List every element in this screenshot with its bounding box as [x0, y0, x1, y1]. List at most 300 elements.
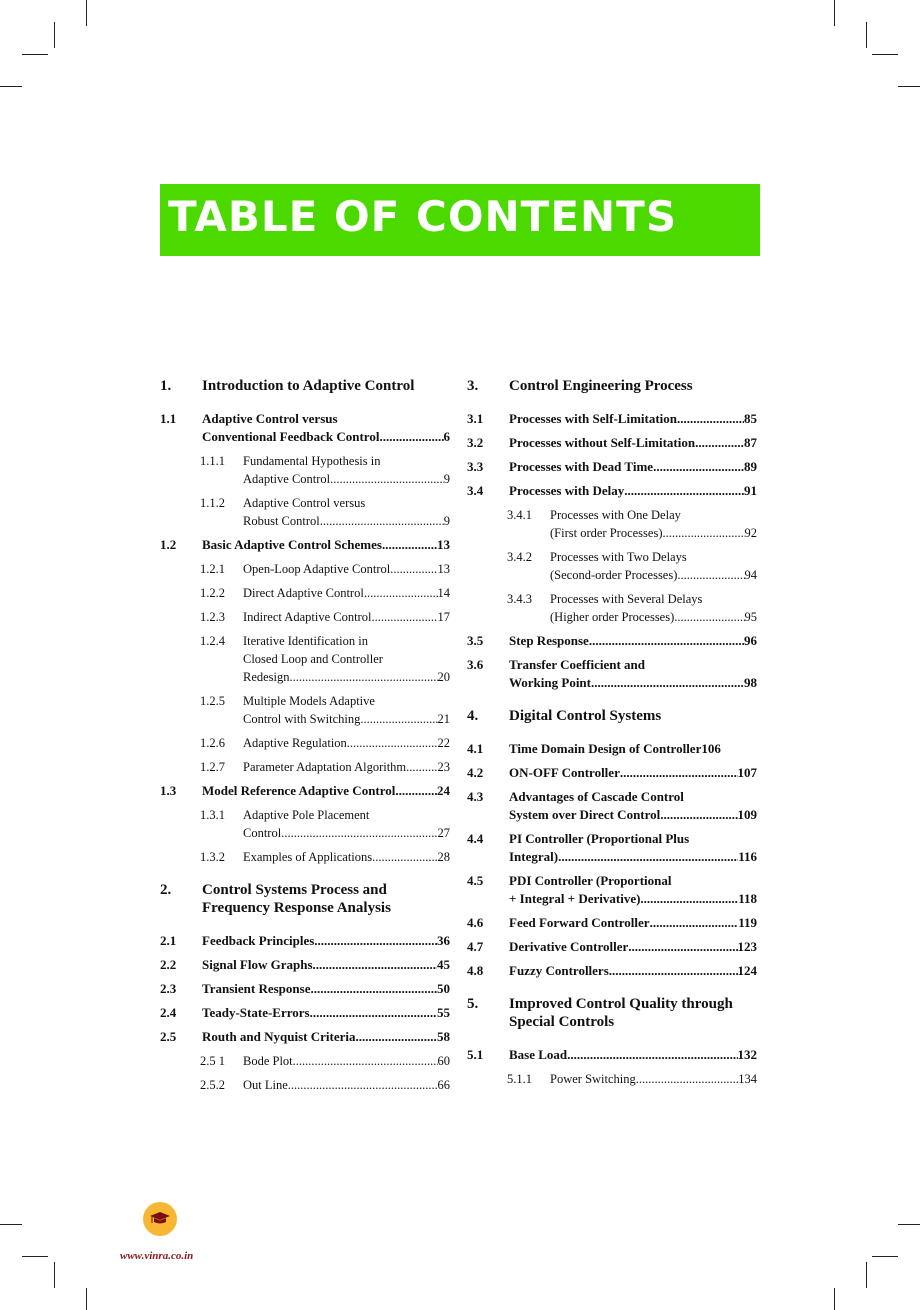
dot-leader — [382, 536, 437, 554]
entry-title-last-line — [509, 458, 757, 476]
entry-title-line: Conventional Feedback Control — [202, 429, 380, 444]
entry-title-line: Multiple Models Adaptive — [243, 694, 375, 708]
dot-leader — [310, 980, 437, 998]
dot-leader — [360, 710, 437, 728]
website-link[interactable]: www.vinra.co.in — [120, 1250, 194, 1262]
entry-title-line: (Higher order Processes) — [550, 610, 675, 624]
page-number: 89 — [744, 459, 757, 474]
toc-section-entry[interactable] — [467, 830, 757, 866]
page-number: 60 — [437, 1054, 450, 1068]
toc-section-entry[interactable] — [160, 980, 450, 998]
entry-title — [202, 980, 450, 998]
entry-title-last-line — [509, 764, 757, 782]
page-number: 27 — [437, 826, 450, 840]
toc-subsection-entry[interactable] — [467, 506, 757, 542]
chapter-number: 2. — [160, 882, 172, 898]
entry-number: 1.2 — [160, 537, 177, 552]
chapter-title-line: Control Engineering Process — [509, 378, 693, 394]
dot-leader — [567, 1046, 737, 1064]
toc-section-entry[interactable] — [160, 782, 450, 800]
dot-leader — [379, 428, 443, 446]
dot-leader — [320, 512, 444, 530]
dot-leader — [364, 584, 438, 602]
toc-subsection-entry[interactable] — [467, 1070, 757, 1088]
toc-subsection-entry[interactable] — [467, 590, 757, 626]
dot-leader — [650, 914, 739, 932]
entry-number: 2.4 — [160, 1005, 177, 1020]
dot-leader — [589, 632, 744, 650]
page-number: 116 — [738, 849, 757, 864]
entry-title-line: Out Line — [243, 1078, 288, 1092]
entry-title — [243, 758, 450, 776]
toc-section-entry[interactable] — [160, 932, 450, 950]
entry-title-line: Adaptive Regulation — [243, 736, 347, 750]
entry-title-last-line — [243, 584, 450, 602]
page-number: 132 — [737, 1047, 757, 1062]
entry-title-last-line — [509, 632, 757, 650]
entry-title — [243, 608, 450, 626]
page-number: 21 — [437, 712, 450, 726]
entry-title-last-line — [243, 1076, 450, 1094]
dot-leader — [640, 890, 738, 908]
entry-title-last-line — [243, 824, 450, 842]
toc-subsection-entry[interactable] — [160, 1052, 450, 1070]
entry-title-line: Advantages of Cascade Control — [509, 789, 684, 804]
dot-leader — [653, 458, 744, 476]
page-title: TABLE OF CONTENTS — [168, 192, 678, 241]
entry-number: 3.2 — [467, 435, 484, 450]
entry-title — [202, 932, 450, 950]
entry-title-line: Processes with Several Delays — [550, 592, 703, 606]
toc-section-entry[interactable] — [467, 482, 757, 500]
entry-title-line: Processes with Self-Limitation — [509, 411, 678, 426]
entry-title-last-line — [202, 956, 450, 974]
toc-section-entry[interactable] — [467, 632, 757, 650]
chapter-number: 4. — [467, 708, 479, 724]
entry-title — [202, 782, 450, 800]
page-number: 98 — [744, 675, 757, 690]
entry-number: 3.3 — [467, 459, 484, 474]
entry-title-last-line — [243, 560, 450, 578]
dot-leader — [288, 1076, 438, 1094]
page-number: 95 — [744, 610, 757, 624]
entry-title — [243, 692, 450, 728]
entry-title-line: Derivative Controller — [509, 939, 629, 954]
entry-title-line: Adaptive Pole Placement — [243, 808, 370, 822]
page-number: 20 — [437, 670, 450, 684]
dot-leader — [347, 734, 438, 752]
entry-title-line: Bode Plot — [243, 1054, 293, 1068]
entry-number: 1.1.2 — [200, 496, 225, 510]
toc-section-entry[interactable] — [160, 956, 450, 974]
toc-section-entry[interactable] — [467, 458, 757, 476]
entry-title-last-line — [202, 536, 450, 554]
entry-title-last-line — [243, 710, 450, 728]
entry-title-line: + Integral + Derivative) — [509, 891, 641, 906]
entry-number: 3.4.2 — [507, 550, 532, 564]
toc-subsection-entry[interactable] — [160, 848, 450, 866]
entry-title-line: Base Load — [509, 1047, 568, 1062]
entry-title-line: Control with Switching — [243, 712, 361, 726]
entry-title-last-line — [243, 668, 450, 686]
entry-number: 1.2.7 — [200, 760, 225, 774]
chapter-title-line: Improved Control Quality through — [509, 996, 733, 1012]
entry-title-line: Iterative Identification in — [243, 634, 368, 648]
entry-title-line: Control — [243, 826, 282, 840]
toc-section-entry[interactable] — [467, 740, 757, 758]
dot-leader — [395, 782, 437, 800]
entry-number: 3.6 — [467, 657, 484, 672]
page-number: 45 — [437, 957, 450, 972]
entry-title — [202, 536, 450, 554]
entry-number: 4.1 — [467, 741, 484, 756]
page-number: 118 — [738, 891, 757, 906]
page-number: 13 — [437, 562, 450, 576]
entry-number: 1.3.1 — [200, 808, 225, 822]
entry-number: 1.3.2 — [200, 850, 225, 864]
page-number: 14 — [437, 586, 450, 600]
page-number: 9 — [443, 514, 450, 528]
entry-title-line: Time Domain Design of Controller — [509, 741, 702, 756]
entry-title-last-line — [243, 1052, 450, 1070]
entry-number: 5.1 — [467, 1047, 484, 1062]
entry-title-line: Signal Flow Graphs — [202, 957, 313, 972]
entry-title-last-line — [243, 608, 450, 626]
entry-title-line: Processes with Two Delays — [550, 550, 687, 564]
entry-title — [550, 1070, 757, 1088]
chapter-title — [509, 377, 757, 395]
dot-leader — [313, 956, 437, 974]
entry-number: 4.8 — [467, 963, 484, 978]
entry-title — [509, 740, 757, 758]
toc-section-entry[interactable] — [467, 1046, 757, 1064]
entry-title-last-line — [550, 1070, 757, 1088]
toc-subsection-entry[interactable] — [160, 560, 450, 578]
page-number: 96 — [744, 633, 757, 648]
entry-title-last-line — [243, 512, 450, 530]
toc-subsection-entry[interactable] — [160, 806, 450, 842]
page-number: 106 — [701, 741, 721, 756]
dot-leader — [406, 758, 437, 776]
dot-leader — [290, 668, 438, 686]
chapter-title-line: Frequency Response Analysis — [202, 900, 391, 916]
entry-title-last-line — [202, 980, 450, 998]
page-number: 58 — [437, 1029, 450, 1044]
dot-leader — [310, 1004, 437, 1022]
entry-title-last-line — [243, 734, 450, 752]
entry-number: 3.4.3 — [507, 592, 532, 606]
entry-title-last-line — [509, 740, 757, 758]
publisher-logo — [143, 1202, 177, 1236]
entry-number: 1.3 — [160, 783, 177, 798]
entry-title-last-line — [550, 524, 757, 542]
entry-title — [243, 632, 450, 686]
page-number: 94 — [744, 568, 757, 582]
entry-title — [202, 410, 450, 446]
dot-leader — [695, 434, 744, 452]
entry-title — [243, 560, 450, 578]
chapter-title — [509, 707, 757, 725]
entry-title-line: Processes with Delay — [509, 483, 625, 498]
chapter-title — [202, 881, 450, 917]
toc-section-entry[interactable] — [467, 938, 757, 956]
entry-title — [550, 590, 757, 626]
entry-number: 2.5 — [160, 1029, 177, 1044]
chapter-title — [202, 377, 450, 395]
entry-title-line: Direct Adaptive Control — [243, 586, 364, 600]
chapter-heading — [467, 707, 757, 725]
entry-title-line: Open-Loop Adaptive Control — [243, 562, 391, 576]
entry-title — [509, 788, 757, 824]
entry-title-line: Model Reference Adaptive Control — [202, 783, 396, 798]
dot-leader — [591, 674, 744, 692]
page-number: 109 — [737, 807, 757, 822]
entry-title-line: Fuzzy Controllers — [509, 963, 609, 978]
dot-leader — [372, 848, 437, 866]
chapter-title-line: Special Controls — [509, 1014, 615, 1030]
dot-leader — [677, 566, 744, 584]
dot-leader — [371, 608, 437, 626]
entry-number: 4.3 — [467, 789, 484, 804]
toc-subsection-entry[interactable] — [160, 452, 450, 488]
entry-title-line: Processes with One Delay — [550, 508, 681, 522]
page-number: 24 — [437, 783, 450, 798]
dot-leader — [636, 1070, 738, 1088]
title-banner — [160, 184, 760, 256]
entry-number: 2.2 — [160, 957, 177, 972]
entry-title — [243, 734, 450, 752]
page-number: 13 — [437, 537, 450, 552]
dot-leader — [609, 962, 738, 980]
dot-leader — [628, 938, 737, 956]
entry-number: 3.4.1 — [507, 508, 532, 522]
entry-number: 1.2.1 — [200, 562, 225, 576]
entry-number: 3.4 — [467, 483, 484, 498]
dot-leader — [624, 482, 744, 500]
entry-title-last-line — [202, 782, 450, 800]
entry-title-last-line — [509, 848, 757, 866]
entry-title-last-line — [509, 482, 757, 500]
entry-title-line: Integral) — [509, 849, 559, 864]
page-number: 85 — [744, 411, 757, 426]
entry-number: 2.1 — [160, 933, 177, 948]
dot-leader — [662, 524, 744, 542]
dot-leader — [674, 608, 744, 626]
entry-title — [509, 764, 757, 782]
entry-number: 5.1.1 — [507, 1072, 532, 1086]
toc-subsection-entry[interactable] — [160, 758, 450, 776]
entry-title — [509, 872, 757, 908]
entry-title-last-line — [243, 848, 450, 866]
dot-leader — [314, 932, 437, 950]
entry-title-line: Closed Loop and Controller — [243, 652, 383, 666]
entry-title-line: Parameter Adaptation Algorithm — [243, 760, 407, 774]
entry-title — [243, 1076, 450, 1094]
entry-title-line: Examples of Applications — [243, 850, 373, 864]
entry-title-line: Basic Adaptive Control Schemes — [202, 537, 382, 552]
chapter-title-line: Introduction to Adaptive Control — [202, 378, 415, 394]
entry-number: 1.2.3 — [200, 610, 225, 624]
entry-number: 1.2.2 — [200, 586, 225, 600]
chapter-title-line: Digital Control Systems — [509, 708, 662, 724]
entry-title-line: Robust Control — [243, 514, 320, 528]
entry-number: 2.5.2 — [200, 1078, 225, 1092]
toc-subsection-entry[interactable] — [160, 494, 450, 530]
toc-section-entry[interactable] — [467, 914, 757, 932]
chapter-heading — [467, 995, 757, 1031]
entry-title — [550, 548, 757, 584]
entry-number: 1.2.6 — [200, 736, 225, 750]
toc-section-entry[interactable] — [467, 872, 757, 908]
entry-title — [509, 1046, 757, 1064]
page-number: 9 — [443, 472, 450, 486]
dot-leader — [293, 1052, 438, 1070]
entry-title-line: Adaptive Control versus — [202, 411, 338, 426]
toc-subsection-entry[interactable] — [160, 734, 450, 752]
entry-title-last-line — [202, 1028, 450, 1046]
entry-number: 1.1 — [160, 411, 177, 426]
dot-leader — [677, 410, 744, 428]
page-number: 28 — [437, 850, 450, 864]
toc-subsection-entry[interactable] — [160, 608, 450, 626]
entry-title-last-line — [509, 962, 757, 980]
page-number: 66 — [437, 1078, 450, 1092]
page-number: 87 — [744, 435, 757, 450]
entry-title — [550, 506, 757, 542]
toc-section-entry[interactable] — [160, 1004, 450, 1022]
entry-title — [509, 962, 757, 980]
entry-number: 2.3 — [160, 981, 177, 996]
entry-title — [509, 482, 757, 500]
page-number: 55 — [437, 1005, 450, 1020]
entry-number: 4.4 — [467, 831, 484, 846]
dot-leader — [356, 1028, 438, 1046]
entry-title — [509, 458, 757, 476]
entry-number: 2.5 1 — [200, 1054, 225, 1068]
entry-title-last-line — [509, 938, 757, 956]
page-number: 50 — [437, 981, 450, 996]
entry-title-line: Adaptive Control — [243, 472, 331, 486]
entry-title-line: Transient Response — [202, 981, 311, 996]
entry-title-line: Adaptive Control versus — [243, 496, 366, 510]
entry-title-last-line — [509, 410, 757, 428]
chapter-heading — [160, 881, 450, 917]
dot-leader — [281, 824, 437, 842]
entry-title-line: ON-OFF Controller — [509, 765, 620, 780]
toc-subsection-entry[interactable] — [160, 692, 450, 728]
entry-title — [243, 1052, 450, 1070]
toc-subsection-entry[interactable] — [160, 1076, 450, 1094]
entry-title-last-line — [202, 1004, 450, 1022]
entry-number: 4.7 — [467, 939, 484, 954]
chapter-number: 1. — [160, 378, 172, 394]
toc-section-entry[interactable] — [467, 764, 757, 782]
entry-title-line: System over Direct Control — [509, 807, 661, 822]
entry-title — [243, 584, 450, 602]
toc-subsection-entry[interactable] — [467, 548, 757, 584]
entry-title-last-line — [509, 1046, 757, 1064]
entry-number: 1.2.5 — [200, 694, 225, 708]
entry-title — [509, 434, 757, 452]
entry-title-last-line — [550, 608, 757, 626]
page-number: 36 — [437, 933, 450, 948]
entry-title — [202, 1004, 450, 1022]
toc-section-entry[interactable] — [160, 536, 450, 554]
entry-title-line: Processes without Self-Limitation — [509, 435, 696, 450]
entry-title — [243, 806, 450, 842]
entry-number: 4.2 — [467, 765, 484, 780]
toc-section-entry[interactable] — [467, 788, 757, 824]
entry-title-line: Processes with Dead Time — [509, 459, 654, 474]
entry-number: 4.6 — [467, 915, 484, 930]
graduation-cap-icon — [149, 1210, 171, 1228]
entry-title — [202, 956, 450, 974]
entry-number: 3.5 — [467, 633, 484, 648]
page-number: 119 — [738, 915, 757, 930]
page-number: 6 — [443, 429, 450, 444]
page-number: 123 — [737, 939, 757, 954]
entry-title-last-line — [243, 470, 450, 488]
entry-title-last-line — [509, 674, 757, 692]
toc-subsection-entry[interactable] — [160, 584, 450, 602]
entry-title-line: Redesign — [243, 670, 290, 684]
toc-section-entry[interactable] — [160, 410, 450, 446]
entry-title-line: Feed Forward Controller — [509, 915, 650, 930]
entry-title — [243, 452, 450, 488]
entry-title-last-line — [202, 428, 450, 446]
toc-column-left — [160, 377, 450, 1100]
page-number: 17 — [437, 610, 450, 624]
toc-column-right — [467, 377, 757, 1094]
entry-title — [243, 848, 450, 866]
toc-section-entry[interactable] — [160, 1028, 450, 1046]
entry-title-last-line — [550, 566, 757, 584]
dot-leader — [660, 806, 737, 824]
entry-title-line: Teady-State-Errors — [202, 1005, 310, 1020]
entry-title-line: Fundamental Hypothesis in — [243, 454, 381, 468]
entry-title — [202, 1028, 450, 1046]
entry-title-line: Step Response — [509, 633, 589, 648]
entry-title-line: (Second-order Processes) — [550, 568, 678, 582]
dot-leader — [620, 764, 738, 782]
toc-section-entry[interactable] — [467, 410, 757, 428]
entry-title-last-line — [202, 932, 450, 950]
entry-title-last-line — [509, 806, 757, 824]
entry-number: 1.2.4 — [200, 634, 225, 648]
entry-title-line: Transfer Coefficient and — [509, 657, 645, 672]
entry-title — [509, 914, 757, 932]
toc-section-entry[interactable] — [467, 656, 757, 692]
chapter-heading — [467, 377, 757, 395]
toc-section-entry[interactable] — [467, 434, 757, 452]
entry-title-line: Feedback Principles — [202, 933, 315, 948]
page-number: 124 — [737, 963, 757, 978]
chapter-number: 3. — [467, 378, 479, 394]
chapter-title — [509, 995, 757, 1031]
chapter-title-line: Control Systems Process and — [202, 882, 387, 898]
entry-title — [243, 494, 450, 530]
entry-title-line: Indirect Adaptive Control — [243, 610, 372, 624]
toc-section-entry[interactable] — [467, 962, 757, 980]
entry-title — [509, 830, 757, 866]
entry-title-last-line — [509, 890, 757, 908]
entry-title — [509, 410, 757, 428]
page-number: 107 — [737, 765, 757, 780]
entry-title-line: PI Controller (Proportional Plus — [509, 831, 690, 846]
toc-subsection-entry[interactable] — [160, 632, 450, 686]
dot-leader — [330, 470, 444, 488]
entry-title-last-line — [509, 434, 757, 452]
